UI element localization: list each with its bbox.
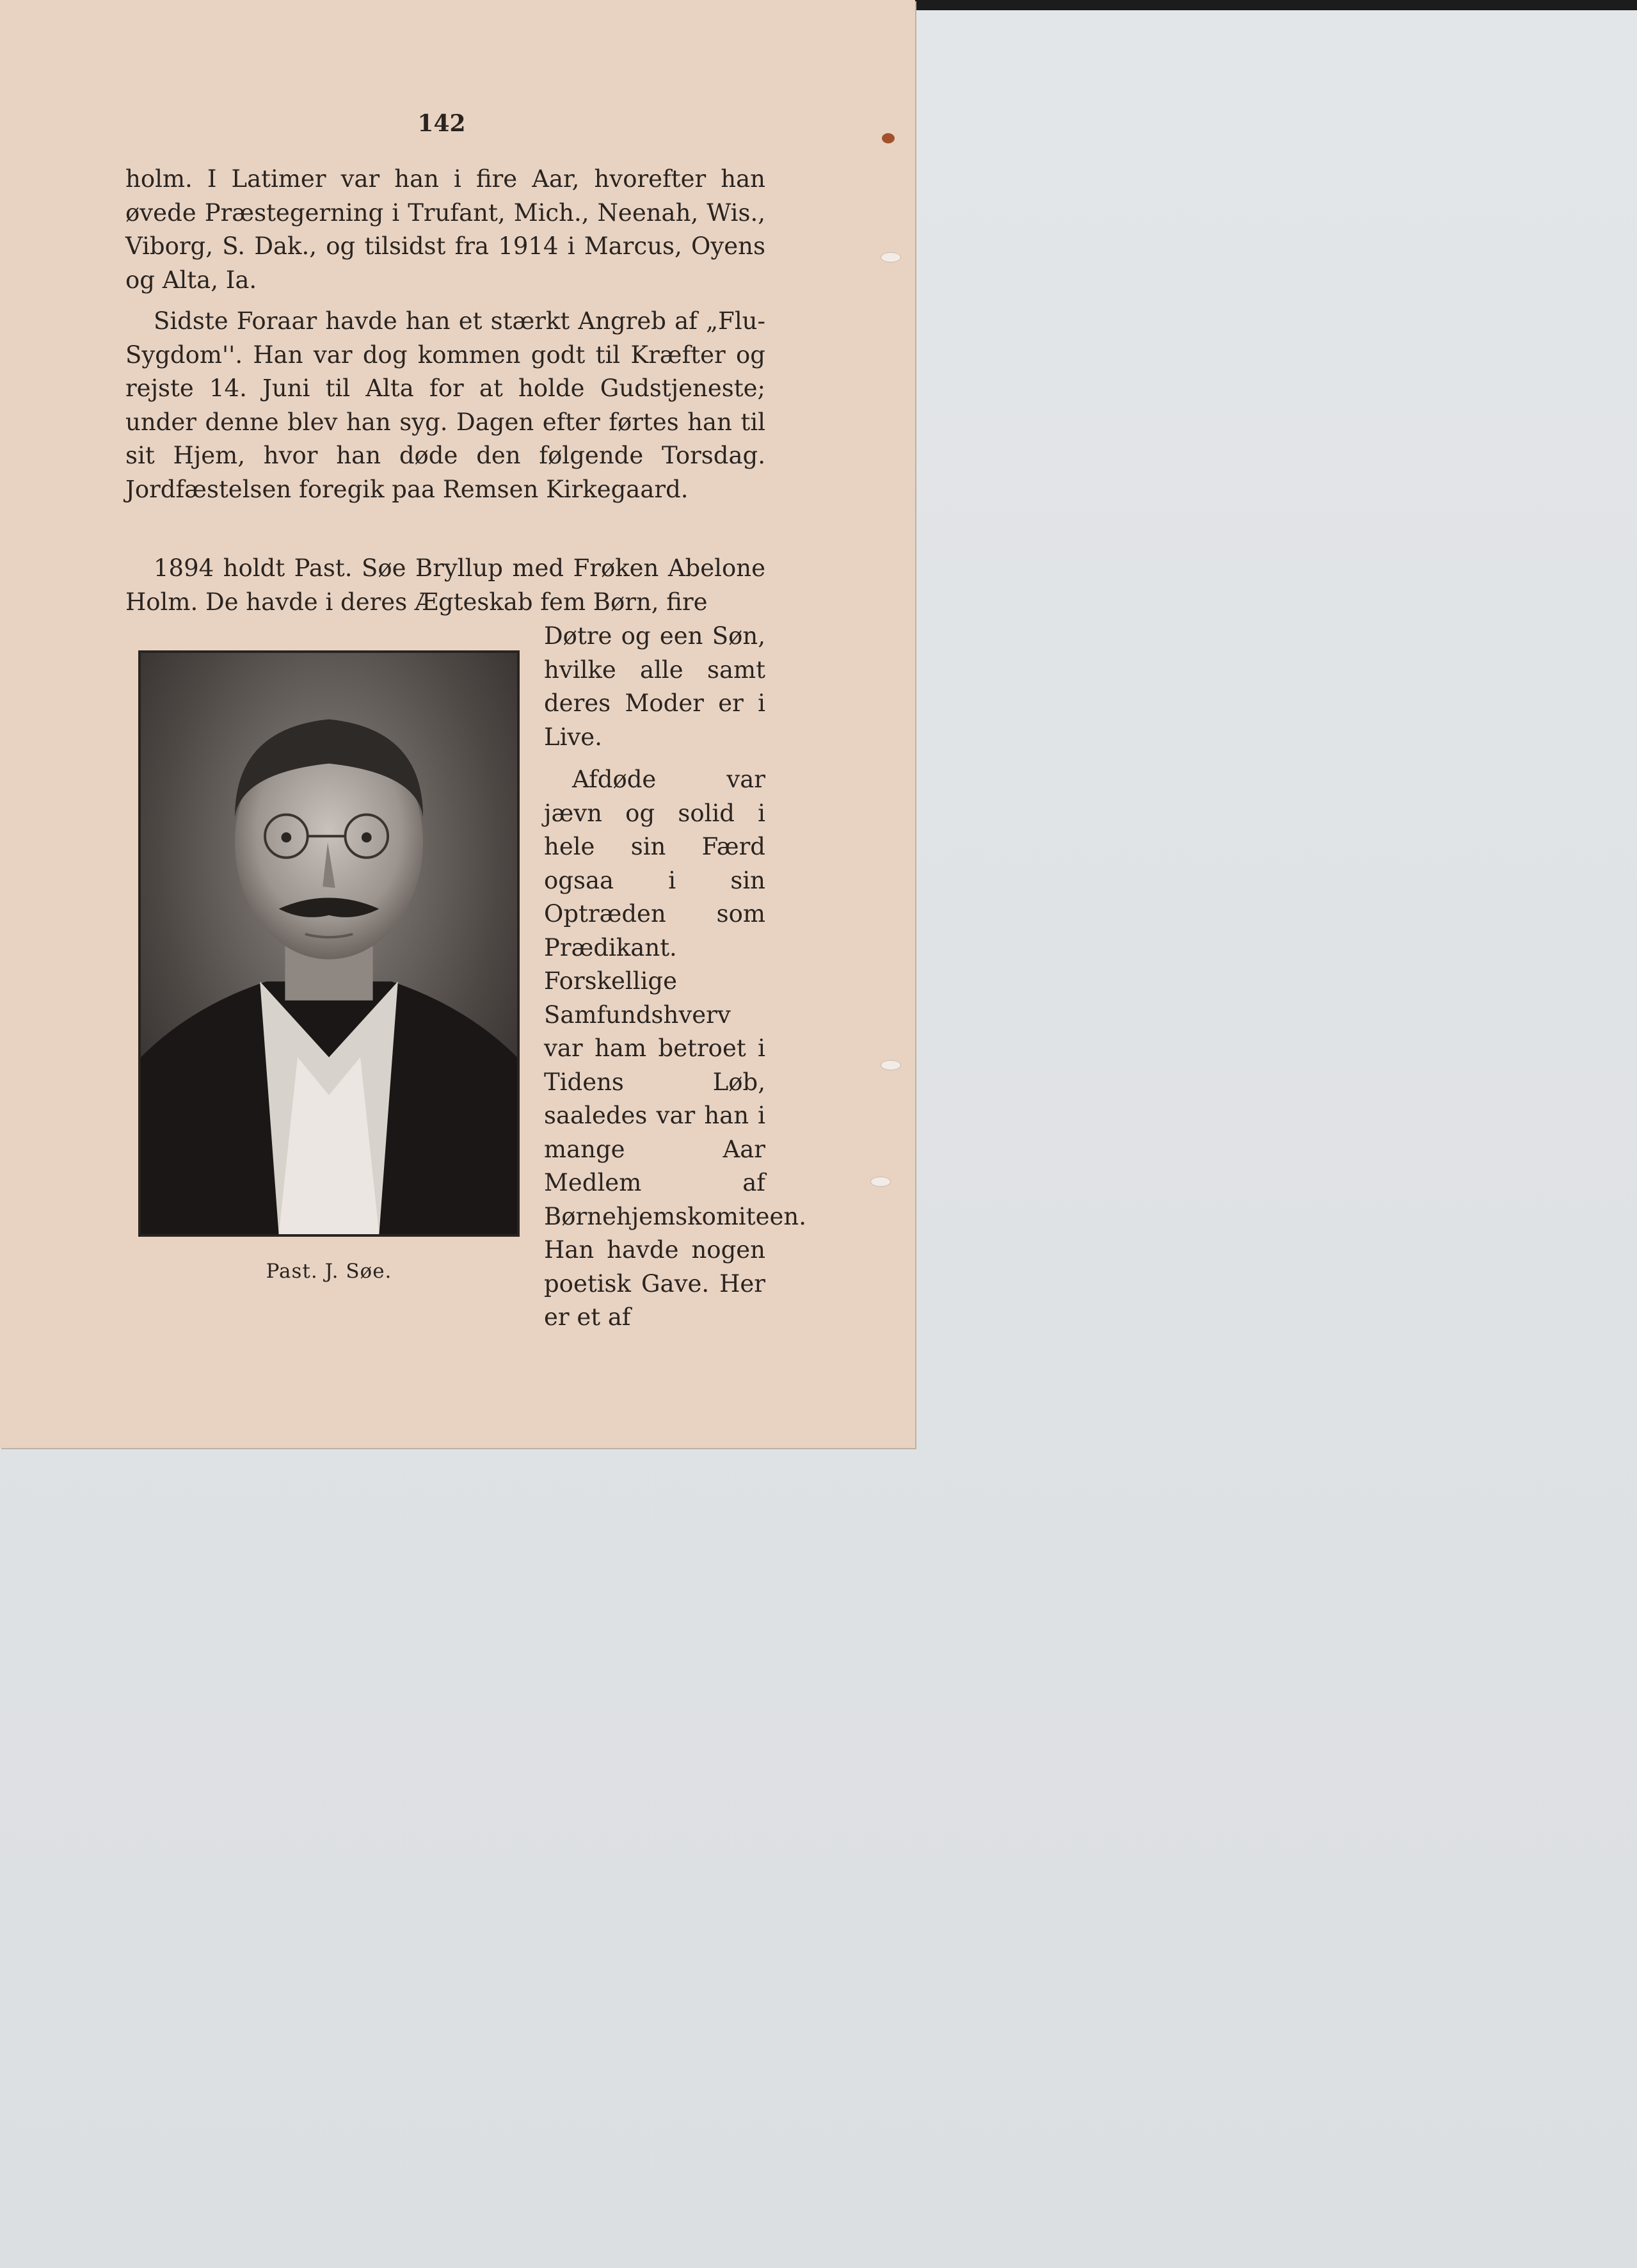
- punch-hole: [881, 1060, 901, 1070]
- paragraph-1: holm. I Latimer var han i fire Aar, hvorefter han øvede Præstegerning i Trufant, Mich., Neenah, Wis., Viborg, S. Dak., og tilsidst fra 1914 i Marcus, Oyens og Alta, Ia.: [125, 165, 765, 294]
- paragraph-3: 1894 holdt Past. Søe Bryllup med Frøken Abelone Holm. De havde i deres Ægteskab fem Børn, fire: [125, 554, 765, 616]
- portrait-photo: [138, 650, 520, 1237]
- side-column: [544, 620, 807, 1335]
- side-paragraph-1: Døtre og een Søn, hvilke alle samt deres Moder er i Live.: [544, 622, 765, 751]
- side-paragraph-2: Afdøde var jævn og solid i hele sin Færd ogsaa i sin Optræden som Prædikant. Forskellige Samfundshverv var ham betroet i Tidens Løb, saaledes var han i mange Aar Medlem af Børnehjemskomiteen. Han havde nogen poetisk Gave. Her er et af: [544, 766, 807, 1331]
- paragraph-2: Sidste Foraar havde han et stærkt Angreb af „Flu-Sygdom''. Han var dog kommen godt til Kræfter og rejste 14. Juni til Alta for at holde Gudstjeneste; under denne blev han syg. Dagen efter førtes han til sit Hjem, hvor han døde den følgende Torsdag. Jordfæstelsen foregik paa Remsen Kirkegaard.: [125, 307, 765, 503]
- portrait-image: [141, 653, 517, 1234]
- punch-hole: [881, 252, 901, 262]
- book-page: [0, 0, 915, 1448]
- scanner-edge: [915, 0, 1637, 10]
- page-number: 142: [417, 110, 466, 137]
- punch-hole: [870, 1177, 891, 1187]
- photo-caption: Past. J. Søe.: [266, 1260, 392, 1283]
- binder-hole-mark: [882, 133, 895, 143]
